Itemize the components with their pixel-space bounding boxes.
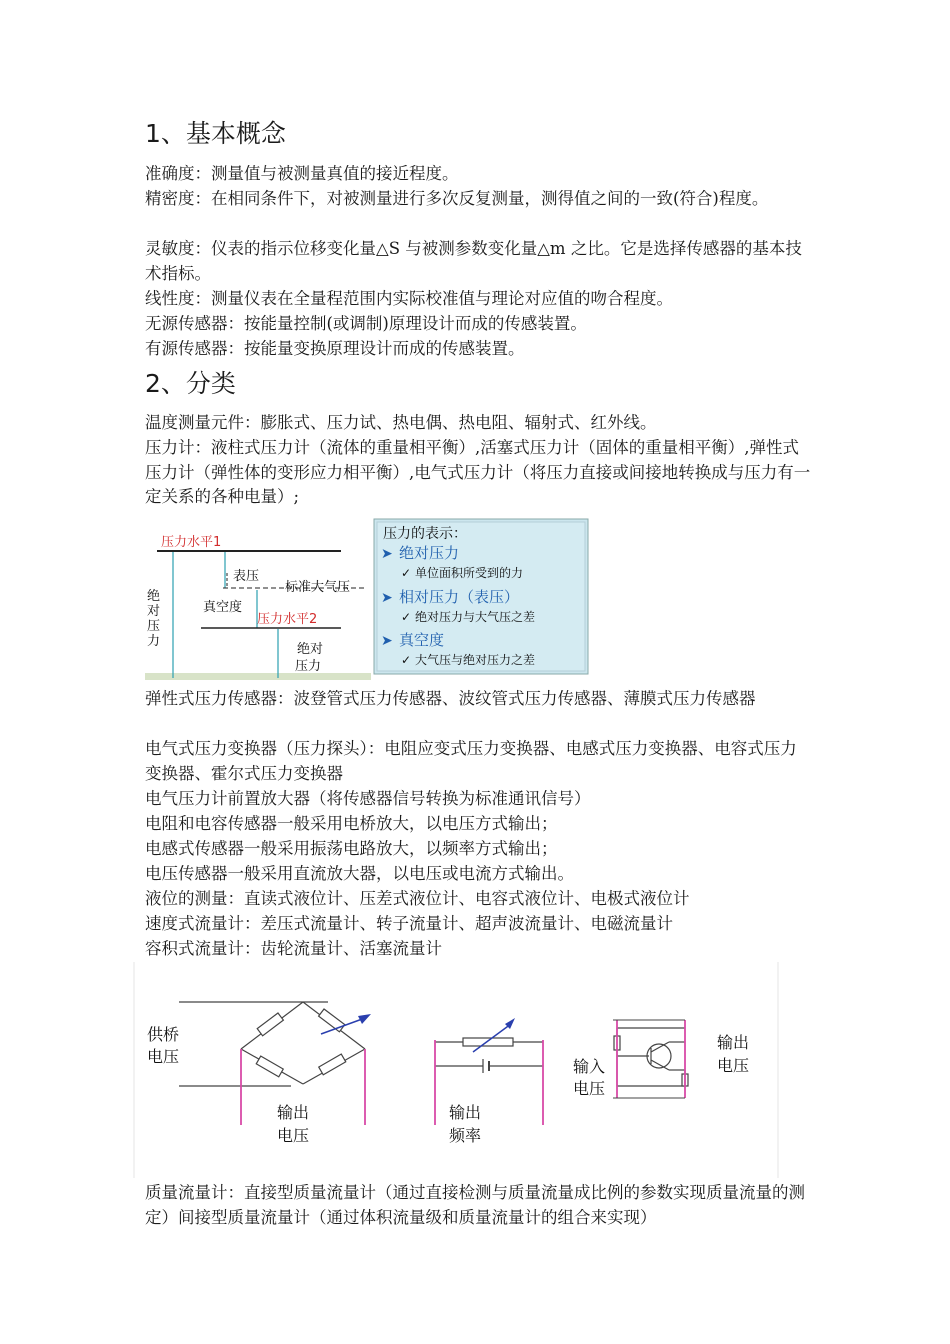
svg-text:压: 压: [147, 619, 161, 634]
bullet-arrow-icon: ➤: [381, 590, 393, 606]
paragraph-linearity: 线性度：测量仪表在全量程范围内实际校准值与理论对应值的吻合程度。: [145, 289, 673, 308]
paragraph-precision: 精密度：在相同条件下，对被测量进行多次反复测量，测得值之间的一致(符合)程度。: [145, 189, 769, 208]
section-1-heading: 1、基本概念: [145, 119, 286, 148]
check-icon: ✓: [401, 610, 412, 624]
paragraph-oscillator-amplifier: 电感式传感器一般采用振荡电路放大，以频率方式输出；: [145, 839, 558, 858]
check-icon: ✓: [401, 566, 412, 580]
amplifier-circuits-diagram: [133, 962, 781, 1180]
pressure-representation-title: 压力的表示：: [383, 526, 467, 542]
paragraph-mass-flowmeter: 质量流量计：直接型质量流量计（通过直接检测与质量流量成比例的参数实现质量流量的测定）间接型质量流量计（通过体积流量级和质量流量计的组合来实现）: [145, 1183, 805, 1227]
oscillator-output-label-line1: 输出: [449, 1103, 482, 1122]
check-icon: ✓: [401, 653, 412, 667]
paragraph-active-sensor: 有源传感器：按能量变换原理设计而成的传感装置。: [145, 339, 525, 358]
absolute-pressure-item: 绝对压力: [399, 544, 460, 562]
standard-atmosphere-label: 标准大气压: [285, 580, 351, 595]
variable-arrow-icon: [358, 1014, 371, 1024]
bridge-output-label-line1: 输出: [277, 1103, 310, 1122]
amp-output-label-line2: 电压: [717, 1056, 750, 1075]
paragraph-elastic-sensor: 弹性式压力传感器：波登管式压力传感器、波纹管式压力传感器、薄膜式压力传感器: [145, 689, 756, 708]
relative-pressure-item: 相对压力（表压）: [399, 588, 520, 606]
amp-output-label-line1: 输出: [717, 1033, 750, 1052]
svg-text:绝: 绝: [147, 589, 161, 604]
supply-voltage-label-line1: 供桥: [147, 1025, 180, 1044]
paragraph-preamplifier: 电气压力计前置放大器（将传感器信号转换为标准通讯信号）: [145, 789, 591, 808]
oscillator-output-label-line2: 频率: [449, 1126, 482, 1145]
absolute-pressure-desc: 单位面积所受到的力: [415, 566, 524, 580]
paragraph-passive-sensor: 无源传感器：按能量控制(或调制)原理设计而成的传感装置。: [145, 314, 587, 333]
paragraph-bridge-amplifier: 电阻和电容传感器一般采用电桥放大，以电压方式输出；: [145, 814, 558, 833]
pressure-level-1-label: 压力水平1: [161, 535, 222, 550]
paragraph-electric-transducer: 电气式压力变换器（压力探头）：电阻应变式压力变换器、电感式压力变换器、电容式压力变换器、霍尔式压力变换器: [145, 739, 797, 783]
paragraph-accuracy: 准确度：测量值与被测量真值的接近程度。: [145, 164, 459, 183]
paragraph-pressure-gauge: 压力计：液柱式压力计（流体的重量相平衡）,活塞式压力计（固体的重量相平衡）,弹性式压力计（弹性体的变形应力相平衡）,电气式压力计（将压力直接或间接地转换成与压力有一定关系的各种电量）;: [145, 438, 811, 507]
vacuum-desc: 大气压与绝对压力之差: [415, 653, 536, 667]
paragraph-volumetric-flowmeter: 容积式流量计：齿轮流量计、活塞流量计: [145, 939, 442, 958]
bridge-circuit: [179, 1002, 365, 1086]
section-2-heading: 2、分类: [145, 369, 236, 398]
absolute-pressure-vertical-label: [147, 589, 160, 649]
vacuum-item: 真空度: [399, 631, 445, 649]
vacuum-label: 真空度: [203, 600, 243, 615]
svg-text:力: 力: [147, 634, 161, 649]
svg-text:对: 对: [147, 604, 161, 619]
pressure-diagram: [145, 518, 590, 680]
oscillator-circuit: [435, 1024, 543, 1073]
bullet-arrow-icon: ➤: [381, 546, 393, 562]
bullet-arrow-icon: ➤: [381, 633, 393, 649]
paragraph-level-measurement: 液位的测量：直读式液位计、压差式液位计、电容式液位计、电极式液位计: [145, 889, 690, 908]
amp-input-label-line1: 输入: [573, 1057, 606, 1076]
relative-pressure-desc: 绝对压力与大气压之差: [415, 610, 536, 624]
absolute-pressure-label-line2: 压力: [295, 659, 322, 674]
gauge-pressure-label: 表压: [233, 569, 260, 584]
amp-input-label-line2: 电压: [573, 1079, 606, 1098]
bridge-output-label-line2: 电压: [277, 1126, 310, 1145]
paragraph-sensitivity: 灵敏度：仪表的指示位移变化量△S 与被测参数变化量△m 之比。它是选择传感器的基本技术指标。: [145, 239, 802, 283]
dc-amplifier-circuit: [614, 1028, 688, 1086]
paragraph-temperature: 温度测量元件：膨胀式、压力试、热电偶、热电阻、辐射式、红外线。: [145, 413, 657, 432]
paragraph-dc-amplifier: 电压传感器一般采用直流放大器，以电压或电流方式输出。: [145, 864, 574, 883]
supply-voltage-label-line2: 电压: [147, 1047, 180, 1066]
paragraph-velocity-flowmeter: 速度式流量计：差压式流量计、转子流量计、超声波流量计、电磁流量计: [145, 914, 673, 933]
pressure-level-2-label: 压力水平2: [257, 612, 318, 627]
absolute-pressure-label-line1: 绝对: [297, 642, 324, 657]
